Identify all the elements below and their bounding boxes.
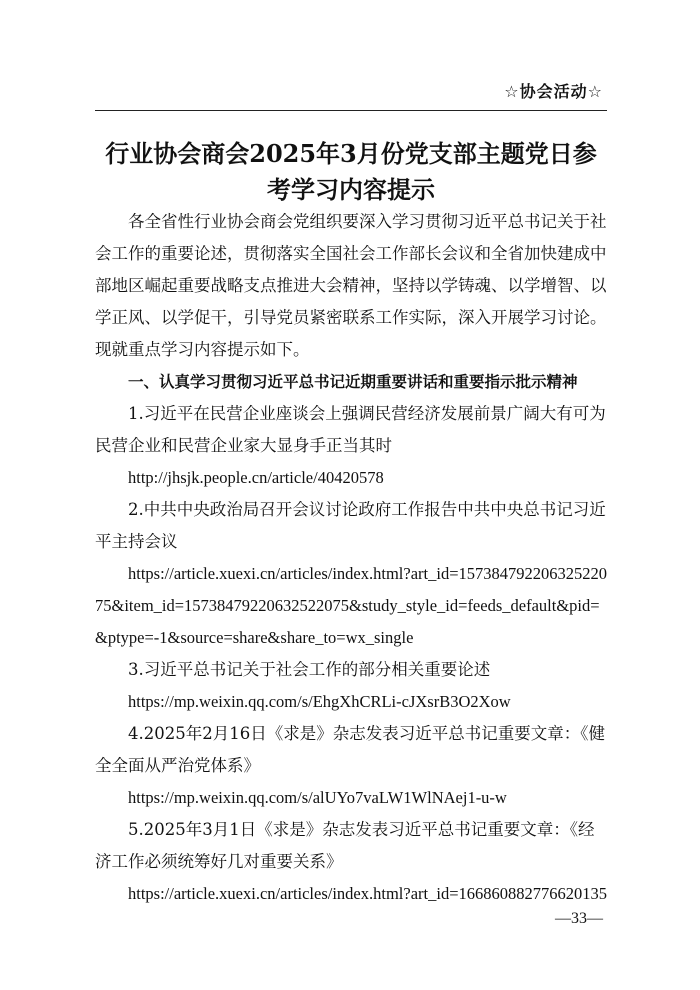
page-title: 行业协会商会2025年3月份党支部主题党日参考学习内容提示	[105, 139, 597, 204]
list-item-link-1[interactable]: http://jhsjk.people.cn/article/40420578	[128, 468, 384, 487]
list-item-text-2: 2.中共中央政治局召开会议讨论政府工作报告中共中央总书记习近平主持会议	[95, 500, 606, 551]
header-divider	[95, 110, 607, 111]
list-item-link-2[interactable]: https://article.xuexi.cn/articles/index.html?art_id=15738479220632522075&item_id=15738479220632522075&study_style_id=feeds_default&pid=&ptype=-1&source=share&share_to=wx_single	[95, 564, 607, 647]
list-item-link-3[interactable]: https://mp.weixin.qq.com/s/EhgXhCRLi-cJXsrB3O2Xow	[128, 692, 511, 711]
page-number: —33—	[555, 910, 603, 927]
section-header-tag: ☆协会活动☆	[504, 82, 603, 101]
section-heading-1: 一、认真学习贯彻习近平总书记近期重要讲话和重要指示批示精神	[128, 373, 578, 391]
list-item-text-5: 5.2025年3月1日《求是》杂志发表习近平总书记重要文章：《经济工作必须统筹好几对重要关系》	[95, 820, 595, 871]
list-item-text-4: 4.2025年2月16日《求是》杂志发表习近平总书记重要文章：《健全全面从严治党体系》	[95, 724, 605, 775]
list-item-text-3: 3.习近平总书记关于社会工作的部分相关重要论述	[128, 660, 491, 679]
list-item-link-5[interactable]: https://article.xuexi.cn/articles/index.html?art_id=16686088277662013​5	[128, 884, 607, 903]
list-item-text-1: 1.习近平在民营企业座谈会上强调民营经济发展前景广阔大有可为 民营企业和民营企业家大显身手正当其时	[95, 404, 606, 455]
list-item-link-4[interactable]: https://mp.weixin.qq.com/s/alUYo7vaLW1WlNAej1-u-w	[128, 788, 507, 807]
intro-paragraph: 各全省性行业协会商会党组织要深入学习贯彻习近平总书记关于社会工作的重要论述，贯彻落实全国社会工作部长会议和全省加快建成中部地区崛起重要战略支点推进大会精神，坚持以学铸魂、以学增智、以学正风、以学促干，引导党员紧密联系工作实际，深入开展学习讨论。现就重点学习内容提示如下。	[95, 212, 607, 359]
